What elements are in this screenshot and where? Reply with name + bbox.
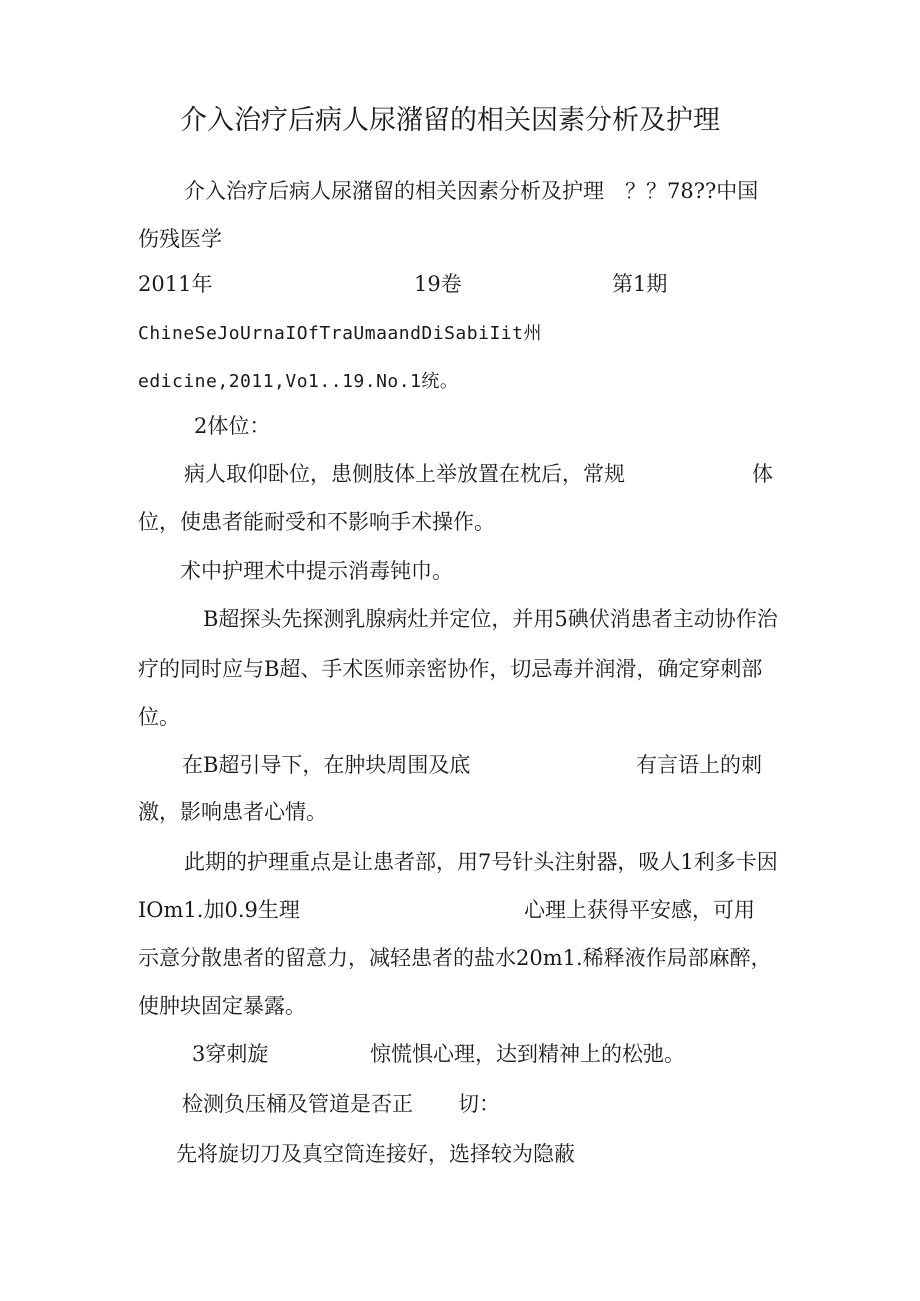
section-heading: 2体位： (194, 414, 271, 438)
meta-volume: 19卷 (414, 272, 462, 296)
journal-line: ChineSeJoUrnaIOfTraUmaandDiSabiIit州 (138, 323, 542, 344)
document-title: 介入治疗后病人尿潴留的相关因素分析及护理 (180, 105, 720, 136)
meta-issue: 第1期 (612, 272, 668, 296)
paragraph-line: 病人取仰卧位，患侧肢体上举放置在枕后，常规 (184, 462, 625, 486)
paragraph-line: 有言语上的刺 (636, 753, 762, 777)
paragraph-line: 切： (458, 1092, 500, 1116)
paragraph-line: 术中护理术中提示消毒钝巾。 (180, 559, 453, 583)
paragraph-line: 激，影响患者心情。 (138, 800, 327, 824)
paragraph-line: 使肿块固定暴露。 (138, 994, 306, 1018)
paragraph-line: 先将旋切刀及真空筒连接好，选择较为隐蔽 (176, 1142, 575, 1166)
paragraph-line: 体 (752, 462, 773, 486)
header-line: 伤残医学 (138, 227, 222, 251)
paragraph-line: 此期的护理重点是让患者部，用7号针头注射器，吸人1利多卡因 (184, 850, 778, 874)
section-heading: 3穿刺旋 (192, 1042, 269, 1066)
paragraph-line: 示意分散患者的留意力，减轻患者的盐水20m1.稀释液作局部麻醉， (138, 946, 772, 970)
paragraph-line: 疗的同时应与B超、手术医师亲密协作，切忌毒并润滑，确定穿刺部 (138, 657, 763, 681)
paragraph-line: 位。 (138, 705, 180, 729)
paragraph-line: 位，使患者能耐受和不影响手术操作。 (138, 510, 495, 534)
paragraph-line: IOm1.加0.9生理 (138, 898, 300, 922)
paragraph-line: B超探头先探测乳腺病灶并定位，并用5碘伏消患者主动协作治 (203, 607, 778, 631)
paragraph-line: 心理上获得平安感，可用 (524, 898, 755, 922)
journal-line: edicine,2011,Vo1..19.No.1统。 (138, 371, 459, 392)
meta-year: 2011年 (138, 272, 213, 296)
paragraph-line: 检测负压桶及管道是否正 (182, 1092, 413, 1116)
paragraph-line: 在B超引导下，在肿块周围及底 (182, 753, 471, 777)
header-line: 介入治疗后病人尿潴留的相关因素分析及护理 ？？78??中国 (184, 179, 759, 203)
paragraph-line: 惊慌惧心理，达到精神上的松弛。 (370, 1042, 685, 1066)
